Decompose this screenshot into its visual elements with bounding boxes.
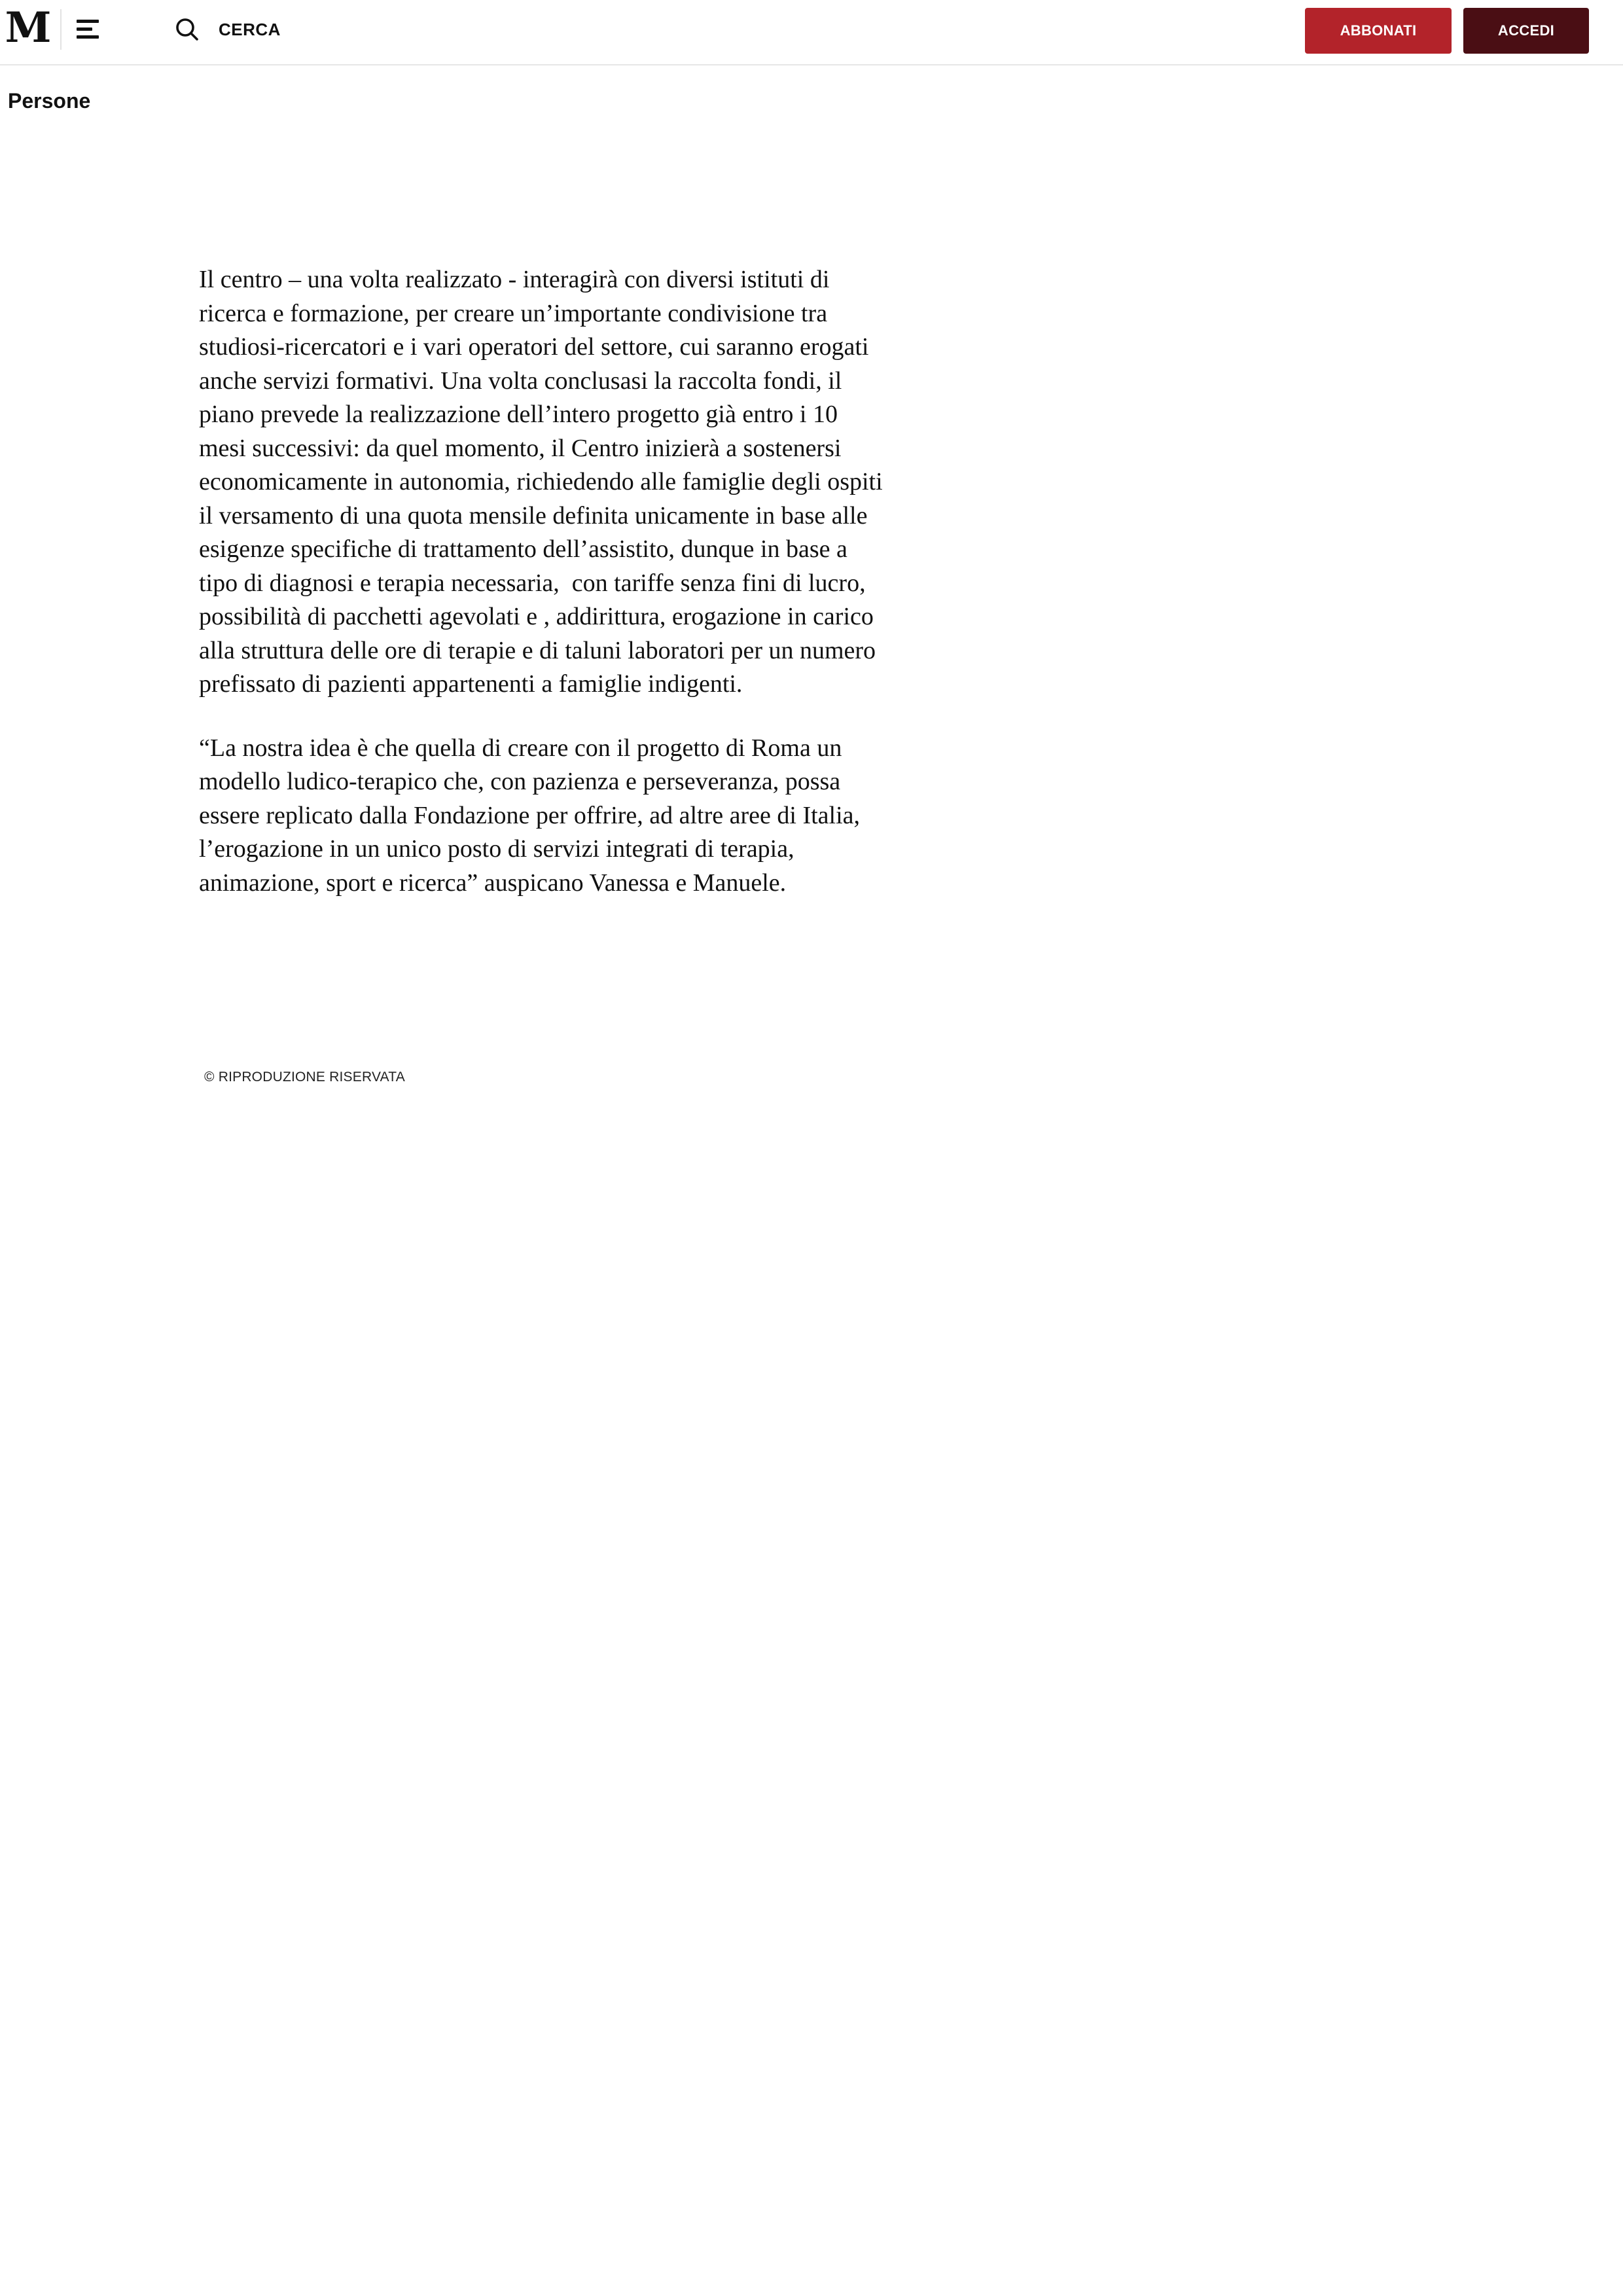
article-paragraph: Il centro – una volta realizzato - interagirà con diversi istituti di ricerca e formazione, per creare un’importante condivisione tra studiosi-ricercatori e i vari operatori del settore, cui saranno erogati anche servizi formativi. Una volta conclusasi la raccolta fondi, il piano prevede la realizzazione dell’intero progetto già entro i 10 mesi successivi: da quel momento, il Centro inizierà a sostenersi economicamente in autonomia, richiedendo alle famiglie degli ospiti il versamento di una quota mensile definita unicamente in base alle esigenze specifiche di trattamento dell’assistito, dunque in base a tipo di diagnosi e terapia necessaria, con tariffe senza fini di lucro, possibilità di pacchetti agevolati e , addirittura, erogazione in carico alla struttura delle ore di terapie e di taluni laboratori per un numero prefissato di pazienti appartenenti a famiglie indigenti. [199, 266, 889, 698]
login-button[interactable]: ACCEDI [1463, 8, 1589, 54]
menu-button[interactable] [73, 14, 103, 45]
search-button[interactable] [174, 14, 281, 45]
search-icon [174, 16, 200, 43]
site-logo[interactable]: M [5, 3, 52, 52]
site-header [0, 0, 1623, 65]
subscribe-button[interactable]: ABBONATI [1305, 8, 1452, 54]
logo-divider [60, 9, 62, 50]
copyright-notice: © RIPRODUZIONE RISERVATA [204, 1069, 405, 1085]
article-paragraph: “La nostra idea è che quella di creare con il progetto di Roma un modello ludico-terapico che, con pazienza e perseveranza, possa essere replicato dalla Fondazione per offrire, ad altre aree di Italia, l’erogazione in un unico posto di servizi integrati di terapia, animazione, sport e ricerca” auspicano Vanessa e Manuele. [199, 734, 866, 897]
article-body [199, 263, 889, 930]
search-label: CERCA [219, 19, 281, 39]
section-label[interactable]: Persone [8, 89, 91, 113]
